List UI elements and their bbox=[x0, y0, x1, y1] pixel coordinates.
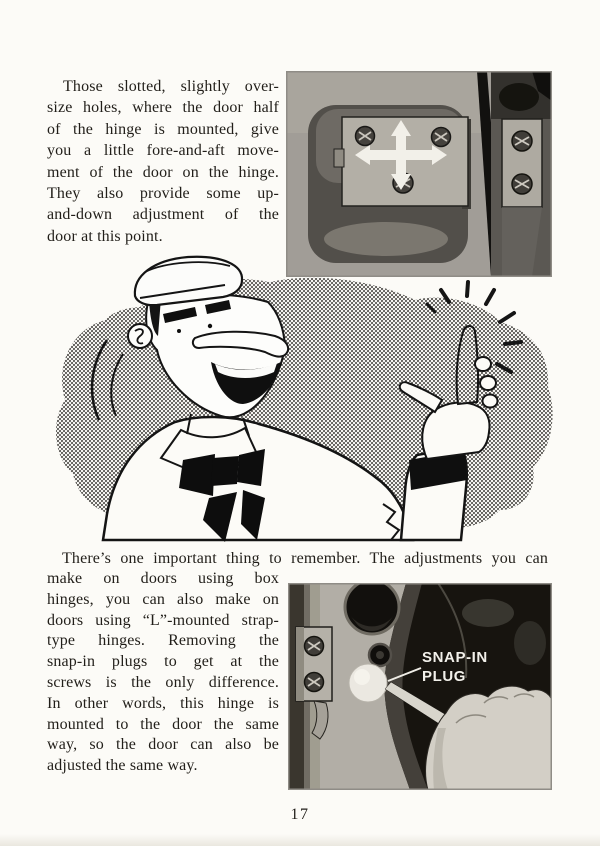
box-hinge-photo-art bbox=[286, 71, 552, 277]
background-texture bbox=[514, 621, 546, 665]
text-line: ment of the door on the hinge. bbox=[47, 163, 279, 181]
text-line: type hinges. Removing the bbox=[47, 632, 279, 650]
screw-icon bbox=[305, 673, 324, 692]
knuckle bbox=[475, 357, 491, 371]
text-line: adjusted the same way. bbox=[47, 757, 198, 775]
background-texture bbox=[462, 599, 514, 627]
text-line: way, so the door can also be bbox=[47, 736, 279, 754]
paragraph-strap-hinges bbox=[47, 569, 279, 777]
text-line: hinges, you can also make on bbox=[47, 590, 279, 608]
paragraph-hinge-adjustment bbox=[47, 76, 279, 247]
left-eye bbox=[177, 329, 181, 333]
cavity-lower-highlight bbox=[324, 222, 448, 256]
cartoon-art bbox=[45, 252, 560, 542]
snap-in-plug-photo-art bbox=[288, 583, 552, 790]
hinge-plate-edge bbox=[296, 627, 304, 701]
text-line: In other words, this hinge is bbox=[47, 694, 279, 712]
text-line: and-down adjustment of the bbox=[47, 206, 279, 224]
page-number: 17 bbox=[290, 806, 310, 823]
page-bottom-shadow bbox=[0, 834, 600, 846]
knuckle bbox=[483, 395, 498, 408]
small-hole-center bbox=[376, 651, 384, 659]
snap-in-label-line1: SNAP-IN bbox=[422, 649, 488, 666]
text-line: snap-in plugs to get at the bbox=[47, 653, 279, 671]
right-eye bbox=[208, 324, 212, 328]
text-line: make on doors using box bbox=[47, 570, 279, 587]
ear bbox=[128, 324, 152, 348]
screw-icon bbox=[432, 128, 451, 147]
screw-icon bbox=[305, 637, 324, 656]
text-line: screws is the only difference. bbox=[47, 673, 279, 691]
photo-box-hinge-adjustment bbox=[286, 71, 552, 277]
photo-snap-in-plug bbox=[288, 583, 552, 790]
pillar-dark-blob bbox=[499, 83, 539, 111]
cartoon-serviceman-pointing bbox=[45, 252, 560, 542]
knuckle bbox=[480, 376, 496, 390]
snap-in-label-line2: PLUG bbox=[422, 668, 467, 685]
text-line: They also provide some up- bbox=[47, 185, 279, 203]
text-line: mounted to the door the same bbox=[47, 715, 279, 733]
text-line: doors using “L”-mounted strap- bbox=[47, 611, 279, 629]
screw-icon bbox=[512, 174, 532, 194]
text-line: of the hinge is mounted, give bbox=[47, 120, 279, 138]
paragraph-remember-first-line: There’s one important thing to remember. The adjustments you can bbox=[62, 550, 548, 567]
text-line: size holes, where the door half bbox=[47, 99, 279, 117]
plate-tab bbox=[334, 149, 344, 167]
text-line: Those slotted, slightly over- bbox=[63, 78, 279, 95]
screw-icon bbox=[512, 131, 532, 151]
text-line: door at this point. bbox=[47, 227, 163, 245]
snap-in-plug bbox=[349, 664, 387, 702]
screw-icon bbox=[356, 127, 375, 146]
text-line: you a little fore-and-aft move- bbox=[47, 142, 279, 160]
